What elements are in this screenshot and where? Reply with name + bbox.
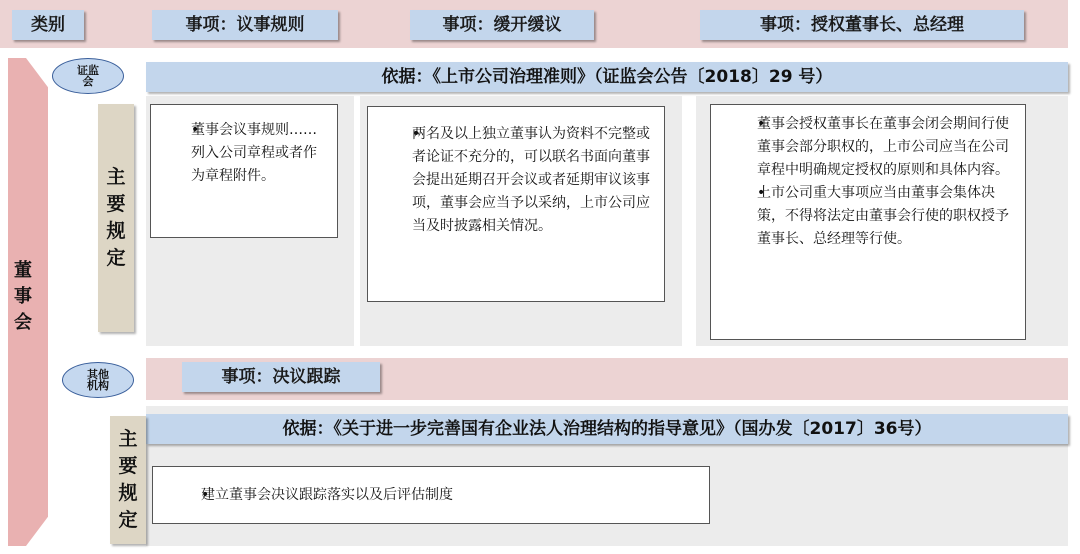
- csrc-badge: [52, 58, 124, 94]
- csrc-rule-1-text: 董事会议事规则……列入公司章程或者作为章程附件。: [191, 122, 317, 184]
- csrc-rule-2-text: 两名及以上独立董事认为资料不完整或者论证不充分的，可以联名书面向董事会提出延期召开会议或者延期审议该事项，董事会应当予以采纳，上市公司应当及时披露相关情况。: [412, 126, 650, 234]
- other-rule-item: [171, 484, 699, 507]
- csrc-rule-box-1: [150, 104, 338, 238]
- csrc-main-label-text: 主要规定: [106, 166, 126, 269]
- other-badge-text: 其他机构: [87, 368, 109, 392]
- csrc-rule-1-item: [169, 119, 327, 188]
- csrc-rule-box-2: [367, 106, 665, 302]
- other-event-item: 事项：决议跟踪: [182, 362, 380, 392]
- csrc-badge-text: 证监会: [77, 64, 99, 88]
- csrc-rule-3a-item: [727, 113, 1013, 182]
- header-item-authorize: 事项：授权董事长、总经理: [700, 10, 1024, 40]
- csrc-rule-3a-text: 董事会授权董事长在董事会闭会期间行使董事会部分职权的，上市公司应当在公司章程中明确规定授权的原则和具体内容。: [757, 116, 1009, 178]
- csrc-rule-2-item: [384, 123, 654, 238]
- csrc-main-label: [98, 104, 134, 332]
- other-rule-box: [152, 466, 710, 524]
- csrc-rule-3b-text: 上市公司重大事项应当由董事会集体决策，不得将法定由董事会行使的职权授予董事长、总经理等行使。: [757, 185, 1009, 247]
- other-badge: [62, 362, 134, 398]
- other-basis: 依据：《关于进一步完善国有企业法人治理结构的指导意见》（国办发〔2017〕36号）: [146, 414, 1068, 444]
- header-item-rules: 事项：议事规则: [152, 10, 338, 40]
- header-item-postpone: 事项：缓开缓议: [410, 10, 594, 40]
- category-header: 类别: [12, 10, 84, 40]
- csrc-rule-box-3: [710, 104, 1026, 340]
- board-label-text: 董事会: [14, 260, 32, 333]
- csrc-rule-3b-item: [727, 182, 1013, 251]
- other-main-label: [110, 416, 146, 544]
- board-label: [8, 258, 38, 336]
- other-main-label-text: 主要规定: [118, 428, 138, 531]
- other-rule-text: 建立董事会决议跟踪落实以及后评估制度: [201, 487, 453, 503]
- csrc-basis: 依据：《上市公司治理准则》（证监会公告〔2018〕29 号）: [146, 62, 1068, 92]
